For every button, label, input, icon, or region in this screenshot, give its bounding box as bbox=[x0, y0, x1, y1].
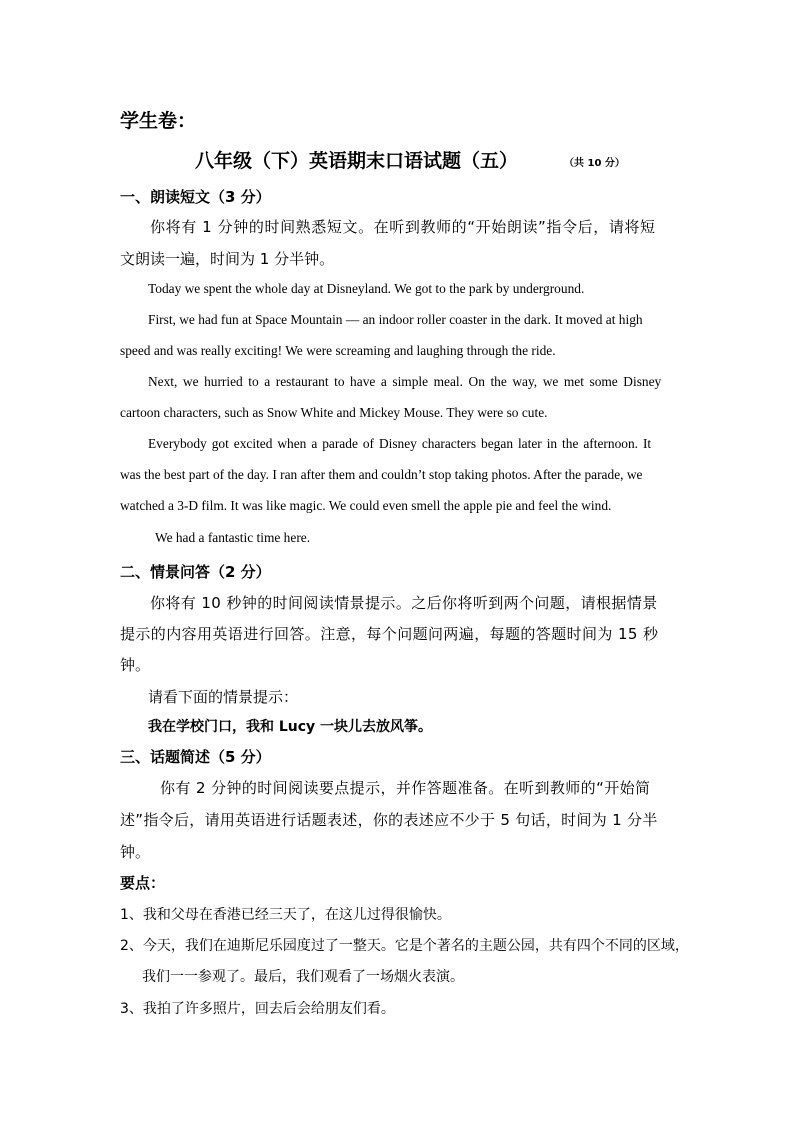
section1-instruction-line-2: 文朗读一遍，时间为 1 分半钟。 bbox=[120, 250, 335, 268]
section3-heading: 三、话题简述（5 分） bbox=[120, 748, 271, 766]
passage-line-3: speed and was really exciting! We were screaming and laughing through the ride. bbox=[120, 343, 556, 358]
key-point-2-continued: 我们一一参观了。最后，我们观看了一场烟火表演。 bbox=[142, 969, 464, 985]
key-point-1: 1、我和父母在香港已经三天了，在这儿过得很愉快。 bbox=[120, 907, 451, 923]
key-points-label: 要点： bbox=[120, 874, 166, 892]
passage-line-9: We had a fantastic time here. bbox=[155, 530, 311, 545]
passage-line-4: Next, we hurried to a restaurant to have a simple meal. On the way, we met some Disney bbox=[148, 374, 662, 389]
section2-instruction-line-2: 提示的内容用英语进行回答。注意，每个问题问两遍，每题的答题时间为 15 秒 bbox=[120, 625, 659, 643]
section3-instruction-line-1: 你有 2 分钟的时间阅读要点提示，并作答题准备。在听到教师的“开始简 bbox=[160, 779, 651, 797]
passage-line-6: Everybody got excited when a parade of Disney characters began later in the afternoon. It bbox=[148, 436, 652, 451]
passage-line-2: First, we had fun at Space Mountain — an indoor roller coaster in the dark. It moved at high bbox=[148, 312, 643, 327]
key-point-2: 2、今天，我们在迪斯尼乐园度过了一整天。它是个著名的主题公园，共有四个不同的区域， bbox=[120, 938, 689, 954]
scenario-text: 我在学校门口，我和 Lucy 一块儿去放风筝。 bbox=[148, 719, 433, 735]
section2-instruction-line-1: 你将有 10 秒钟的时间阅读情景提示。之后你将听到两个问题，请根据情景 bbox=[150, 594, 658, 612]
section3-instruction-line-3: 钟。 bbox=[120, 843, 151, 861]
passage-line-7: was the best part of the day. I ran after them and couldn’t stop taking photos. After the parade, we bbox=[120, 467, 643, 482]
passage-line-1: Today we spent the whole day at Disneyland. We got to the park by underground. bbox=[148, 281, 585, 296]
total-points: （共 10 分） bbox=[564, 158, 625, 169]
scenario-prompt-label: 请看下面的情景提示： bbox=[148, 688, 299, 706]
instruction-text: 你将有 1 分钟的时间熟悉短文。在听到教师的“开始朗读”指令后，请将短 bbox=[150, 218, 656, 236]
section1-heading: 一、朗读短文（3 分） bbox=[120, 188, 271, 206]
section2-heading: 二、情景问答（2 分） bbox=[120, 563, 271, 581]
section3-instruction-line-2: 述”指令后，请用英语进行话题表述，你的表述应不少于 5 句话，时间为 1 分半 bbox=[120, 811, 658, 829]
student-paper-label: 学生卷： bbox=[120, 110, 197, 132]
passage-line-5: cartoon characters, such as Snow White and Mickey Mouse. They were so cute. bbox=[120, 405, 548, 420]
section1-instruction-line-1 bbox=[150, 216, 674, 237]
exam-title: 八年级（下）英语期末口语试题（五） bbox=[195, 150, 519, 172]
section2-instruction-line-3: 钟。 bbox=[120, 656, 151, 674]
key-point-3: 3、我拍了许多照片，回去后会给朋友们看。 bbox=[120, 1001, 395, 1017]
passage-line-8: watched a 3-D film. It was like magic. We could even smell the apple pie and feel the wind. bbox=[120, 498, 612, 513]
